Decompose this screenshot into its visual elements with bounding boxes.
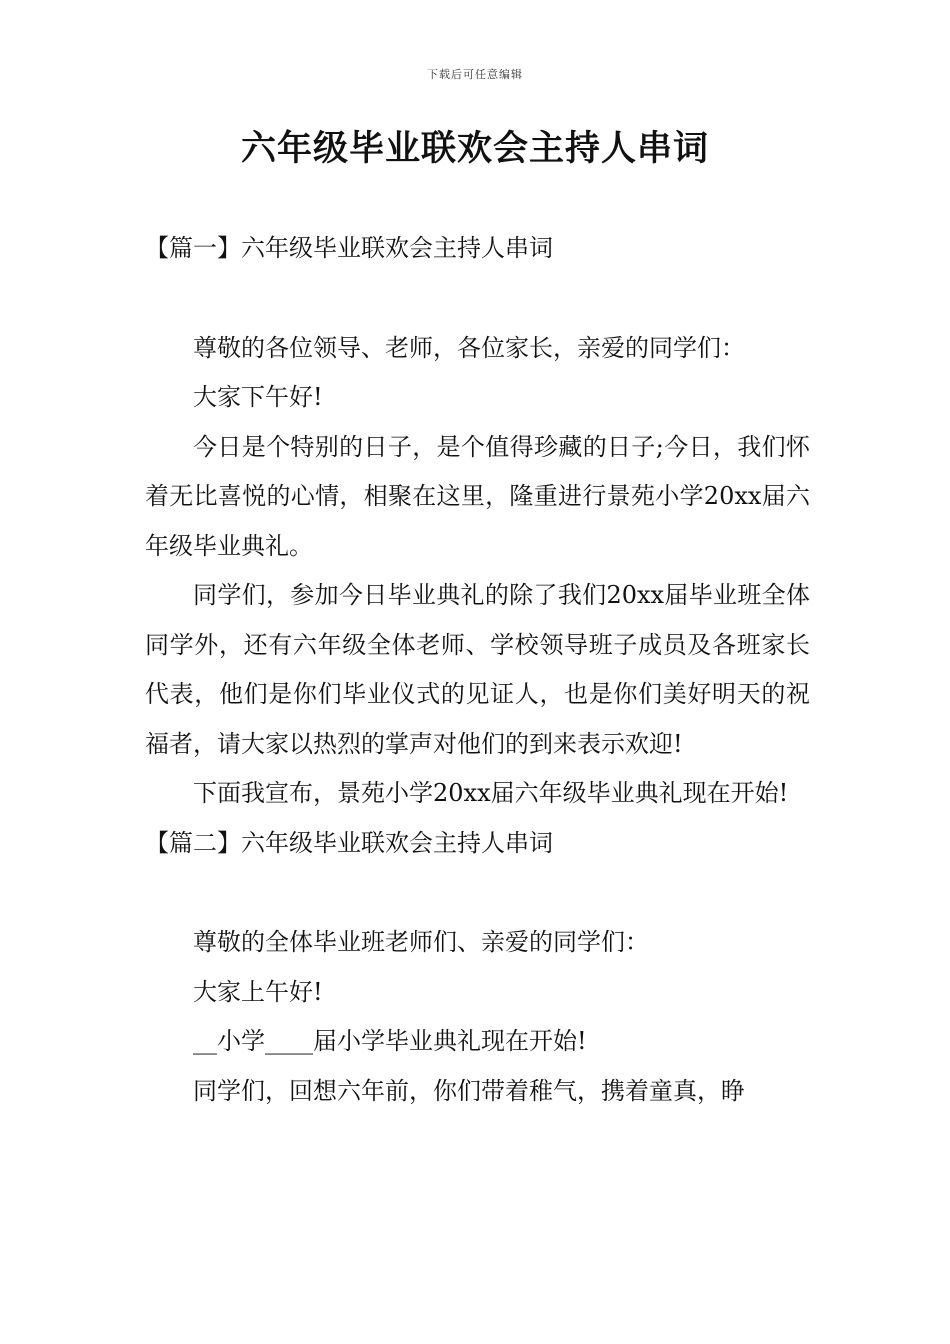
paragraph: 同学们，回想六年前，你们带着稚气，携着童真，睁: [193, 1076, 745, 1105]
paragraph: 今日是个特别的日子，是个值得珍藏的日子;今日，我们怀着无比喜悦的心情，相聚在这里，隆重进行景苑小学20xx届六年级毕业典礼。: [145, 432, 810, 560]
paragraph: 尊敬的全体毕业班老师们、亲爱的同学们：: [193, 928, 649, 956]
paragraph: __小学____届小学毕业典礼现在开始!: [193, 1027, 587, 1055]
section-heading: 【篇二】六年级毕业联欢会主持人串词: [145, 828, 553, 857]
document-body: [145, 224, 810, 1116]
document-title: 六年级毕业联欢会主持人串词: [240, 128, 709, 169]
paragraph: 尊敬的各位领导、老师，各位家长，亲爱的同学们：: [193, 333, 745, 362]
header-note: 下载后可任意编辑: [427, 68, 523, 81]
paragraph: 大家上午好!: [193, 977, 323, 1006]
paragraph: 大家下午好!: [193, 383, 323, 411]
paragraph: 下面我宣布，景苑小学20xx届六年级毕业典礼现在开始!: [193, 779, 789, 807]
paragraph: 同学们，参加今日毕业典礼的除了我们20xx届毕业班全体同学外，还有六年级全体老师、学校领导班子成员及各班家长代表，他们是你们毕业仪式的见证人，也是你们美好明天的祝福者，请大家以热烈的掌声对他们的到来表示欢迎!: [145, 581, 810, 758]
section-2: [145, 819, 810, 1117]
section-spacer: [145, 274, 810, 324]
section-1: [145, 224, 810, 819]
section-spacer: [145, 868, 810, 918]
section-heading: 【篇一】六年级毕业联欢会主持人串词: [145, 234, 553, 262]
